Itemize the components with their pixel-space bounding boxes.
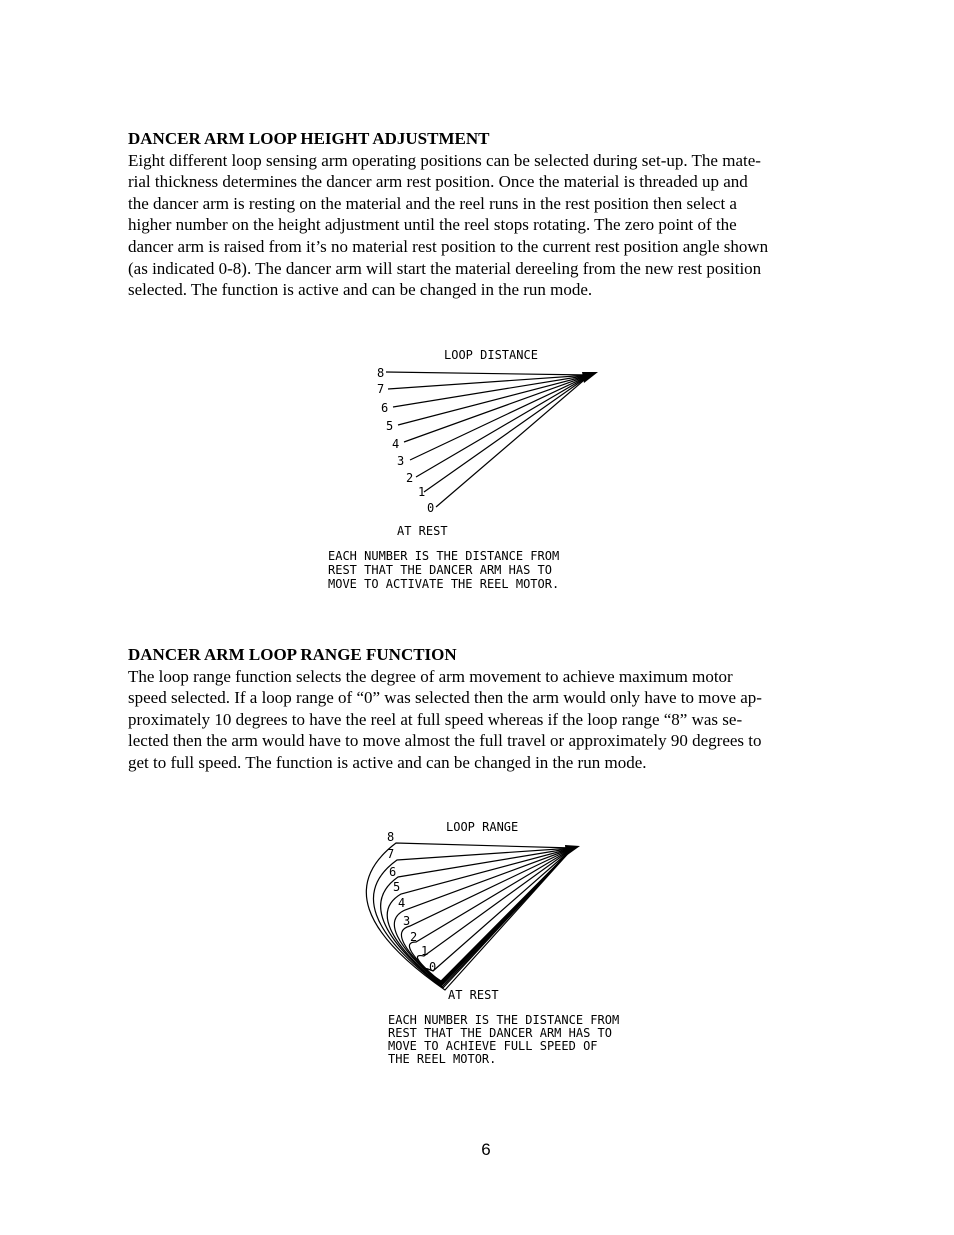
position-label-3: 3 (397, 454, 405, 468)
caption-line: EACH NUMBER IS THE DISTANCE FROM (388, 1013, 620, 1027)
arm-position-line (416, 375, 590, 477)
position-label-1: 1 (418, 485, 426, 499)
rest-label: AT REST (397, 524, 448, 538)
arm-position-line (393, 375, 590, 407)
pivot-point (565, 845, 580, 856)
range-label-1: 1 (421, 944, 429, 958)
diagram-lines (366, 843, 573, 990)
section-heading: DANCER ARM LOOP RANGE FUNCTION (128, 645, 457, 664)
rest-label: AT REST (448, 988, 499, 1002)
range-label-6: 6 (389, 865, 397, 879)
position-label-6: 6 (381, 401, 389, 415)
section-body: The loop range function selects the degree of arm movement to achieve maximum motor speed selected. If a loop range of “0” was selected then the arm would only have to move ap- proximately 10 degrees to have the reel at full speed whereas if the loop range “8” was se- lected then the arm would have to move almost the full travel or approximately 90 degrees to get to full speed. The function is active and can be changed in the run mode. (128, 666, 762, 772)
caption-line: MOVE TO ACHIEVE FULL SPEED OF (388, 1039, 598, 1053)
arm-position-line (424, 375, 590, 492)
arm-position-line (410, 375, 590, 460)
arm-position-line (386, 372, 590, 375)
diagram-title: LOOP DISTANCE (444, 348, 538, 362)
caption-line: EACH NUMBER IS THE DISTANCE FROM (328, 549, 560, 563)
position-label-0: 0 (427, 501, 435, 515)
diagram-title: LOOP RANGE (446, 820, 519, 834)
arm-position-line (388, 375, 590, 389)
range-loop (401, 848, 573, 984)
position-label-5: 5 (386, 419, 394, 433)
range-label-2: 2 (410, 930, 418, 944)
caption-line: THE REEL MOTOR. (388, 1052, 497, 1066)
diagram-lines (386, 372, 590, 507)
section-body: Eight different loop sensing arm operating positions can be selected during set-up. The mate- rial thickness determines the dancer arm rest position. Once the material is threaded up and the dancer arm is resting on the material and the reel runs in the rest position then select a higher number on the height adjustment until the reel stops rotating. The zero point of the dancer arm is raised from it’s no material rest position to the current rest position angle shown (as indicated 0-8). The dancer arm will start the material dereeling from the new rest position selected. The function is active and can be changed in the run mode. (128, 150, 769, 300)
pivot-point (582, 372, 598, 383)
section-loop-range (128, 644, 838, 774)
range-label-3: 3 (403, 914, 411, 928)
range-label-7: 7 (387, 847, 395, 861)
position-label-2: 2 (406, 471, 414, 485)
position-label-4: 4 (392, 437, 400, 451)
range-label-8: 8 (387, 830, 395, 844)
section-heading: DANCER ARM LOOP HEIGHT ADJUSTMENT (128, 129, 490, 148)
range-label-4: 4 (398, 896, 406, 910)
caption-line: REST THAT THE DANCER ARM HAS TO (388, 1026, 612, 1040)
page-number: 6 (481, 1140, 491, 1159)
position-label-8: 8 (377, 366, 385, 380)
range-label-5: 5 (393, 880, 401, 894)
range-label-0: 0 (429, 960, 437, 974)
position-label-7: 7 (377, 382, 385, 396)
caption-line: REST THAT THE DANCER ARM HAS TO (328, 563, 552, 577)
arm-position-line (404, 375, 590, 442)
caption-line: MOVE TO ACTIVATE THE REEL MOTOR. (328, 577, 560, 591)
